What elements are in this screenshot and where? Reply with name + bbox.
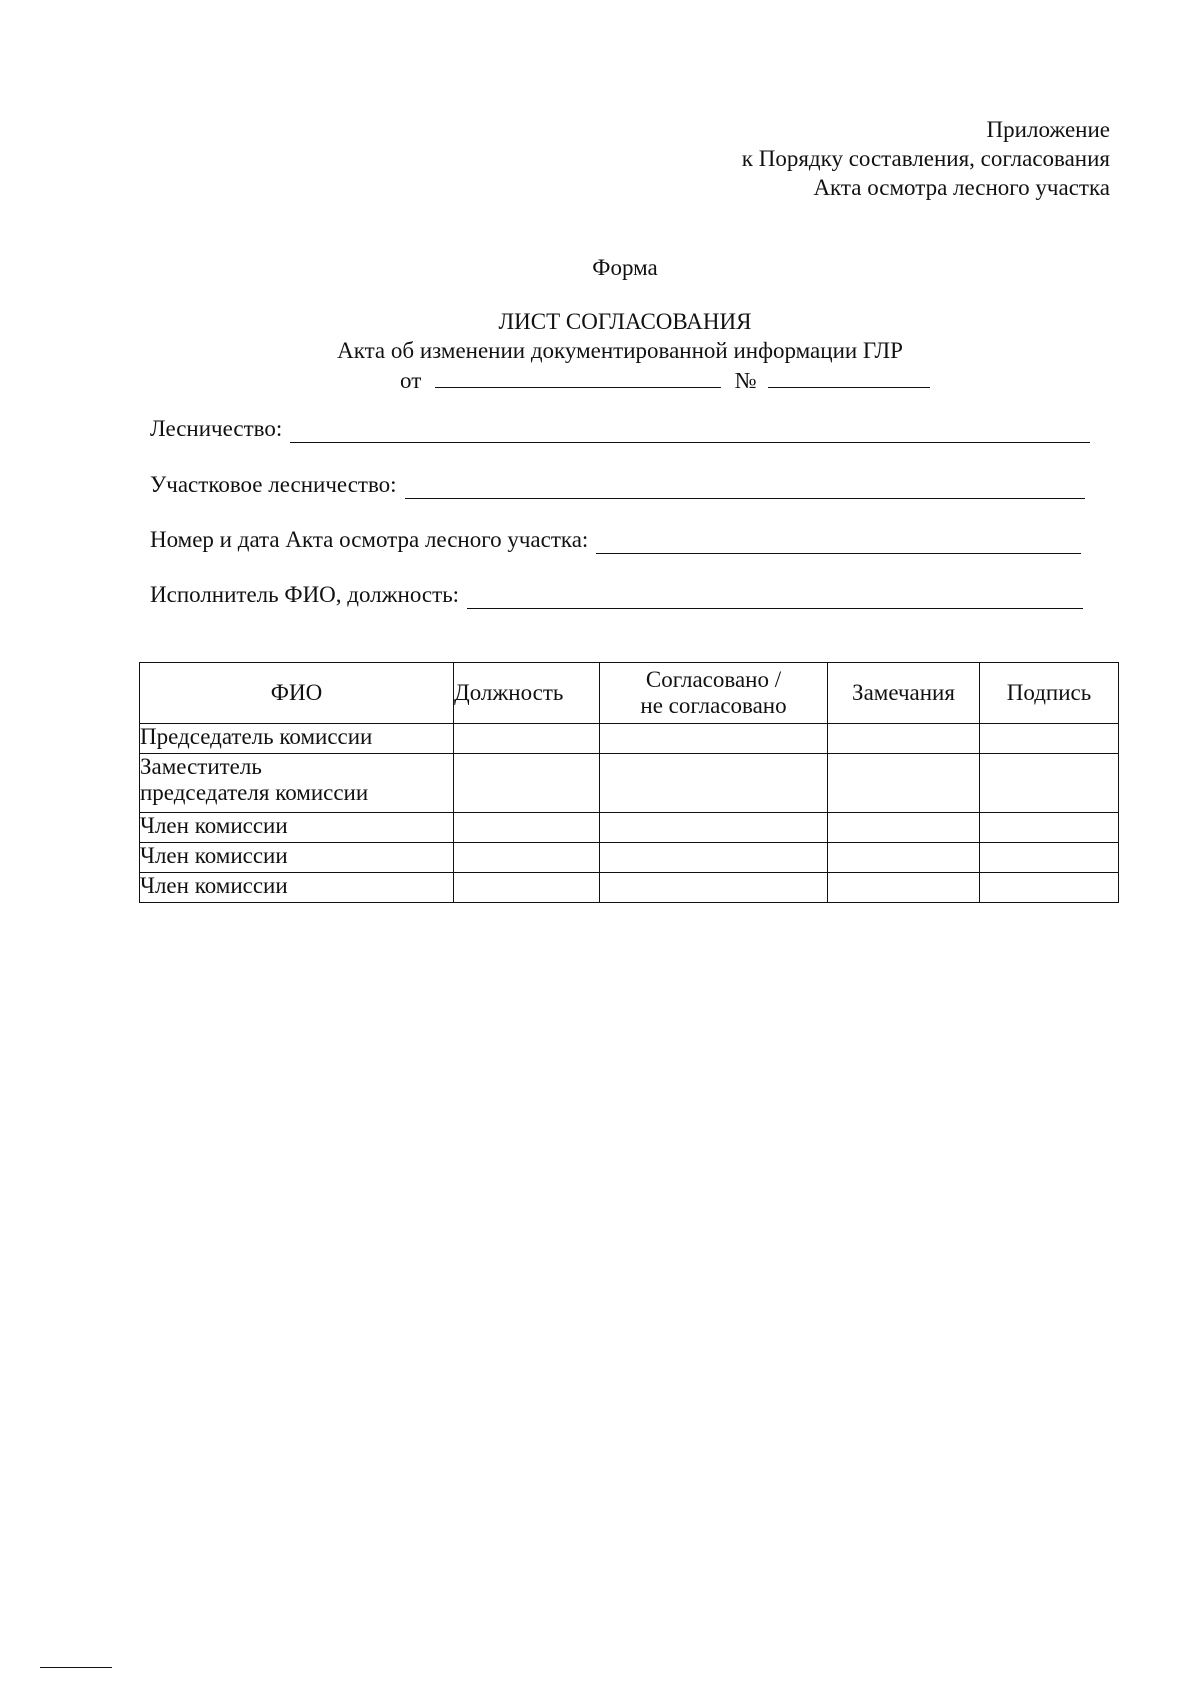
header-signature: Подпись	[980, 663, 1119, 724]
signature-cell[interactable]	[980, 843, 1119, 873]
remarks-cell[interactable]	[828, 754, 980, 813]
position-cell[interactable]	[454, 873, 600, 903]
header-agreed-line-1: Согласовано /	[645, 667, 782, 692]
forestry-label: Лесничество:	[150, 416, 283, 441]
executor-label: Исполнитель ФИО, должность:	[150, 582, 460, 607]
form-label: Форма	[592, 255, 658, 280]
position-cell[interactable]	[454, 843, 600, 873]
position-cell[interactable]	[454, 724, 600, 754]
header-fio: ФИО	[140, 663, 454, 724]
district-forestry-blank-line	[405, 478, 1085, 499]
from-label: от	[400, 368, 422, 393]
remarks-cell[interactable]	[828, 873, 980, 903]
agreed-cell[interactable]	[600, 754, 828, 813]
header-remarks: Замечания	[828, 663, 980, 724]
header-agreed	[600, 663, 828, 724]
remarks-cell[interactable]	[828, 843, 980, 873]
row-role: Председатель комиссии	[140, 724, 454, 754]
agreed-cell[interactable]	[600, 873, 828, 903]
remarks-cell[interactable]	[828, 724, 980, 754]
agreed-cell[interactable]	[600, 813, 828, 843]
table-row	[140, 843, 1119, 873]
appendix-line-3: Акта осмотра лесного участка	[813, 175, 1110, 200]
signature-cell[interactable]	[980, 873, 1119, 903]
table-row	[140, 754, 1119, 813]
forestry-blank-line	[290, 422, 1090, 443]
header-agreed-line-2: не согласовано	[640, 693, 787, 718]
appendix-line-2: к Порядку составления, согласования	[741, 146, 1110, 171]
agreed-cell[interactable]	[600, 724, 828, 754]
act-number-date-label: Номер и дата Акта осмотра лесного участка:	[150, 527, 589, 552]
appendix-line-1: Приложение	[986, 117, 1110, 142]
signature-cell[interactable]	[980, 754, 1119, 813]
appendix-header	[742, 115, 1110, 202]
table-row	[140, 724, 1119, 754]
table-row	[140, 873, 1119, 903]
number-label: №	[734, 368, 757, 393]
header-position: Должность	[454, 663, 600, 724]
position-cell[interactable]	[454, 754, 600, 813]
signature-cell[interactable]	[980, 813, 1119, 843]
executor-field	[150, 581, 1083, 609]
row-role: Член комиссии	[140, 873, 454, 903]
row-role: Член комиссии	[140, 813, 454, 843]
remarks-cell[interactable]	[828, 813, 980, 843]
district-forestry-field	[150, 471, 1085, 499]
number-blank-line	[768, 365, 930, 388]
document-subtitle: Акта об изменении документированной информации ГЛР	[337, 338, 903, 363]
row-role-line-1: Заместитель	[140, 754, 262, 779]
footer-rule	[40, 1667, 112, 1668]
row-role-line-2: председателя комиссии	[140, 780, 369, 805]
date-number-line	[400, 365, 930, 395]
row-role	[140, 754, 454, 813]
approval-table	[139, 662, 1119, 903]
agreed-cell[interactable]	[600, 843, 828, 873]
executor-blank-line	[467, 588, 1083, 609]
date-blank-line	[435, 365, 721, 388]
act-number-date-field	[150, 526, 1081, 554]
document-title: ЛИСТ СОГЛАСОВАНИЯ	[498, 309, 752, 334]
table-row	[140, 813, 1119, 843]
district-forestry-label: Участковое лесничество:	[150, 472, 397, 497]
signature-cell[interactable]	[980, 724, 1119, 754]
act-number-date-blank-line	[596, 533, 1081, 554]
position-cell[interactable]	[454, 813, 600, 843]
table-header-row	[140, 663, 1119, 724]
forestry-field	[150, 415, 1090, 443]
row-role: Член комиссии	[140, 843, 454, 873]
